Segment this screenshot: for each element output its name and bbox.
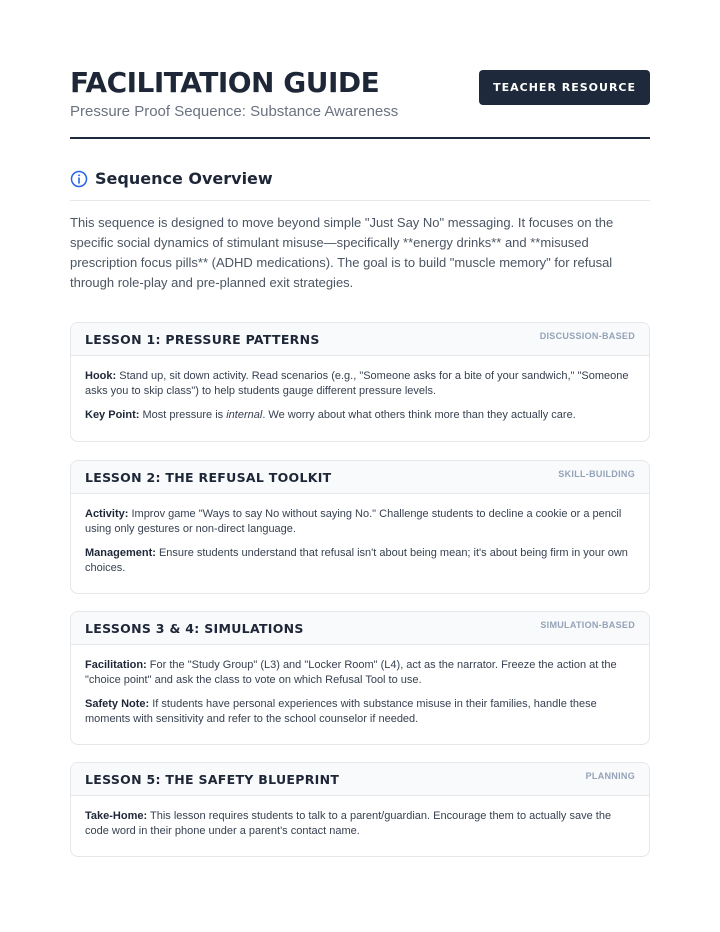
lesson-card-body [71,356,649,441]
note-text: Ensure students understand that refusal isn't about being mean; it's about being firm in your own choices. [85,547,628,574]
page-subtitle: Pressure Proof Sequence: Substance Awareness [70,103,399,120]
lesson-card-header [71,612,649,645]
note-emphasis: internal [226,409,263,421]
note-label: Take-Home: [85,810,148,822]
lesson-type-tag: SKILL-BUILDING [558,469,635,479]
info-circle-icon [70,170,88,188]
lesson-card-body [71,494,649,593]
lesson-title: LESSON 1: PRESSURE PATTERNS [85,332,320,347]
lesson-card-3-4 [70,611,650,745]
lesson-card-header [71,763,649,796]
note-label: Activity: [85,508,129,520]
lesson-title: LESSON 5: THE SAFETY BLUEPRINT [85,772,340,787]
note-text: This lesson requires students to talk to a parent/guardian. Encourage them to actually save the code word in their phone under a parent's contact name. [85,810,612,837]
lesson-note [85,809,635,838]
lesson-note [85,697,635,726]
note-label: Key Point: [85,409,140,421]
page-title: FACILITATION GUIDE [70,66,380,99]
overview-paragraph: This sequence is designed to move beyond simple "Just Say No" messaging. It focuses on the specific social dynamics of stimulant misuse—specifically **energy drinks** and **misused prescription focus pills** (ADHD medications). The goal is to build "muscle memory" for refusal through role-play and pre-planned exit strategies. [70,215,614,290]
note-text: For the "Study Group" (L3) and "Locker Room" (L4), act as the narrator. Freeze the action at the "choice point" and ask the class to vote on which Refusal Tool to use. [85,659,617,686]
lesson-type-tag: PLANNING [585,771,635,781]
header-divider [70,137,650,139]
lesson-card-header [71,323,649,356]
lesson-note [85,507,635,536]
note-label: Facilitation: [85,659,147,671]
page-header [70,66,650,120]
note-text: If students have personal experiences with substance misuse in their families, handle these moments with sensitivity and refer to the school counselor if needed. [85,698,597,725]
lesson-card-1 [70,322,650,442]
overview-title: Sequence Overview [95,169,273,188]
lesson-note [85,369,635,398]
lesson-card-2 [70,460,650,594]
lesson-card-body [71,796,649,856]
lesson-note [85,408,635,423]
note-text: . We worry about what others think more than they actually care. [262,409,576,421]
lesson-title: LESSONS 3 & 4: SIMULATIONS [85,621,304,636]
note-label: Management: [85,547,156,559]
note-label: Hook: [85,370,117,382]
lesson-card-5 [70,762,650,857]
overview-header [70,168,650,201]
lesson-type-tag: SIMULATION-BASED [540,620,635,630]
note-text: Stand up, sit down activity. Read scenarios (e.g., "Someone asks for a bite of your sandwich," "Someone asks you to skip class") to help students gauge different pressure levels. [85,370,629,397]
lesson-card-body [71,645,649,744]
lesson-note [85,658,635,687]
lesson-title: LESSON 2: THE REFUSAL TOOLKIT [85,470,332,485]
note-label: Safety Note: [85,698,150,710]
lesson-note [85,546,635,575]
note-text: Improv game "Ways to say No without saying No." Challenge students to decline a cookie or a pencil using only gestures or non-direct language. [85,508,622,535]
teacher-resource-badge: TEACHER RESOURCE [479,70,650,105]
note-text: Most pressure is [142,409,224,421]
lesson-card-header [71,461,649,494]
lesson-type-tag: DISCUSSION-BASED [539,331,635,341]
